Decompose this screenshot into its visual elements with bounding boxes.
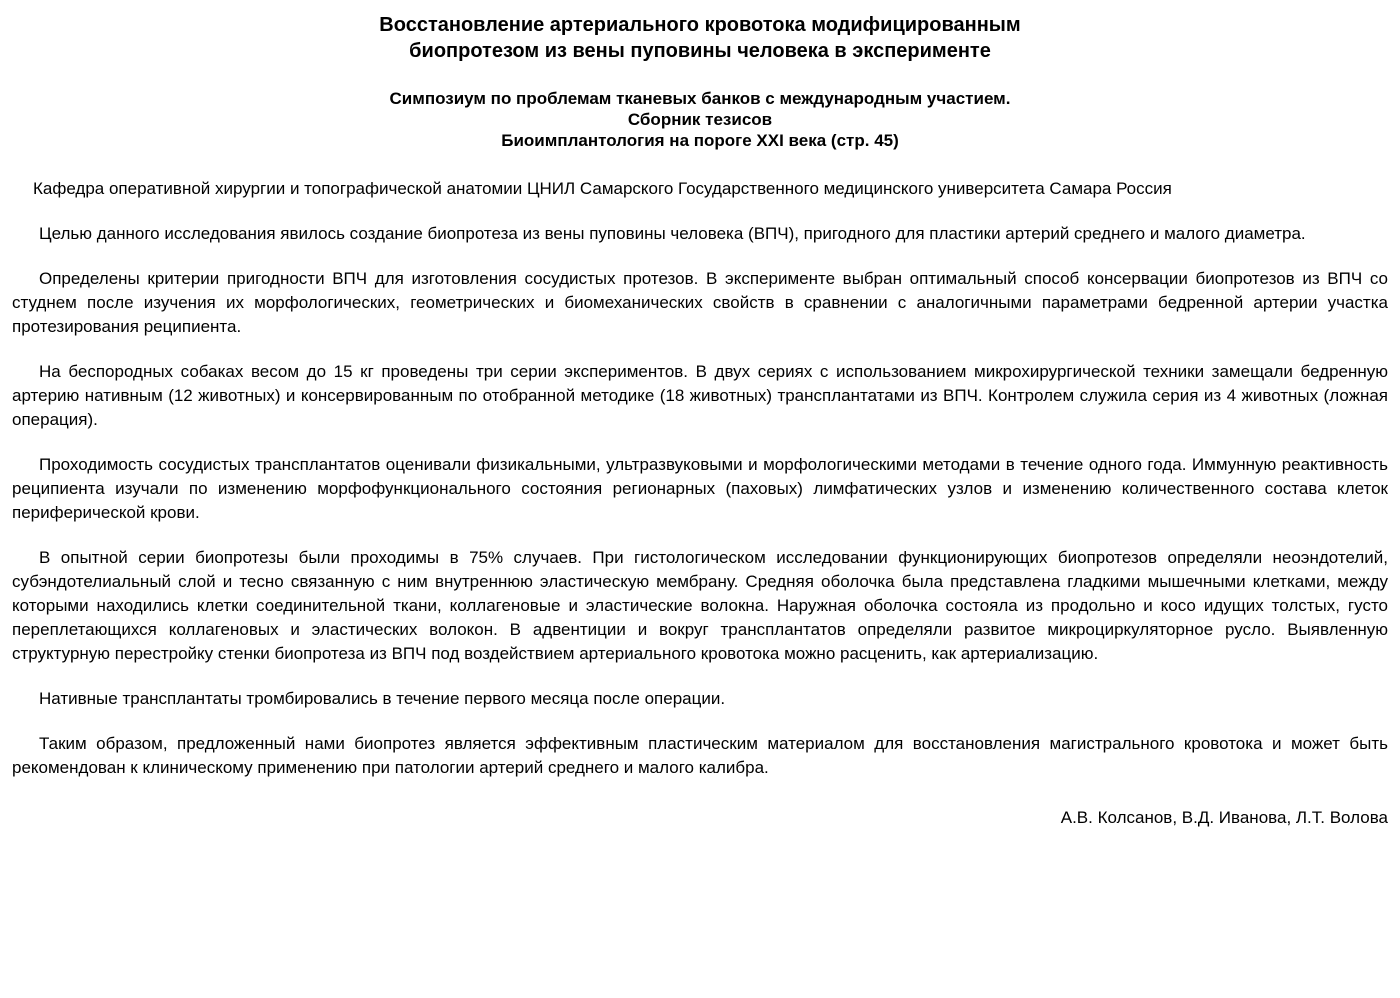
- document-title: [12, 12, 1388, 64]
- authors-line: А.В. Колсанов, В.Д. Иванова, Л.Т. Волова: [1060, 808, 1388, 827]
- title-line-2: биопротезом из вены пуповины человека в эксперименте: [409, 40, 991, 62]
- paragraph-experiment-series: На беспородных собаках весом до 15 кг проведены три серии экспериментов. В двух сериях с использованием микрохирургической техники замещали бедренную артерию нативным (12 животных) и консервированным по отобранной методике (18 животных) трансплантатами из ВПЧ. Контролем служила серия из 4 животных (ложная операция).: [12, 362, 1388, 429]
- abstract-body: [12, 222, 1388, 780]
- paragraph-methods: Проходимость сосудистых трансплантатов оценивали физикальными, ультразвуковыми и морфологическими методами в течение одного года. Иммунную реактивность реципиента изучали по изменению морфофункционального состояния регионарных (паховых) лимфатических узлов и изменению количественного состава клеток периферической крови.: [12, 455, 1388, 522]
- title-line-1: Восстановление артериального кровотока модифицированным: [379, 14, 1021, 36]
- paragraph-aim: Целью данного исследования явилось создание биопротеза из вены пуповины человека (ВПЧ), пригодного для пластики артерий среднего и малого диаметра.: [39, 224, 1306, 243]
- subtitle-symposium: Симпозиум по проблемам тканевых банков с международным участием.: [389, 89, 1011, 108]
- paragraph-native-grafts: Нативные трансплантаты тромбировались в течение первого месяца после операции.: [39, 689, 726, 708]
- subtitle-collection: Сборник тезисов: [627, 110, 773, 129]
- paragraph-conclusion: Таким образом, предложенный нами биопротез является эффективным пластическим материалом для восстановления магистрального кровотока и может быть рекомендован к клиническому применению при патологии артерий среднего и малого калибра.: [12, 734, 1388, 777]
- subtitle-source-page: Биоимплантология на пороге XXI века (стр. 45): [501, 131, 899, 150]
- paragraph-criteria: Определены критерии пригодности ВПЧ для изготовления сосудистых протезов. В эксперименте выбран оптимальный способ консервации биопротезов из ВПЧ со студнем после изучения их морфологических, геометрических и биомеханических свойств в сравнении с аналогичными параметрами бедренной артерии участка протезирования реципиента.: [12, 269, 1388, 336]
- paragraph-results: В опытной серии биопротезы были проходимы в 75% случаев. При гистологическом исследовании функционирующих биопротезов определяли неоэндотелий, субэндотелиальный слой и тесно связанную с ним внутреннюю эластическую мембрану. Средняя оболочка была представлена гладкими мышечными клетками, между которыми находились клетки соединительной ткани, коллагеновые и эластические волокна. Наружная оболочка состояла из продольно и косо идущих толстых, густо переплетающихся коллагеновых и эластических волокон. В адвентиции и вокруг трансплантатов определяли развитое микроциркуляторное русло. Выявленную структурную перестройку стенки биопротеза из ВПЧ под воздействием артериального кровотока можно расценить, как артериализацию.: [12, 548, 1388, 663]
- document-subtitle: [12, 88, 1388, 151]
- affiliation-line: Кафедра оперативной хирургии и топографической анатомии ЦНИЛ Самарского Государственного медицинского университета Самара Россия: [33, 179, 1172, 198]
